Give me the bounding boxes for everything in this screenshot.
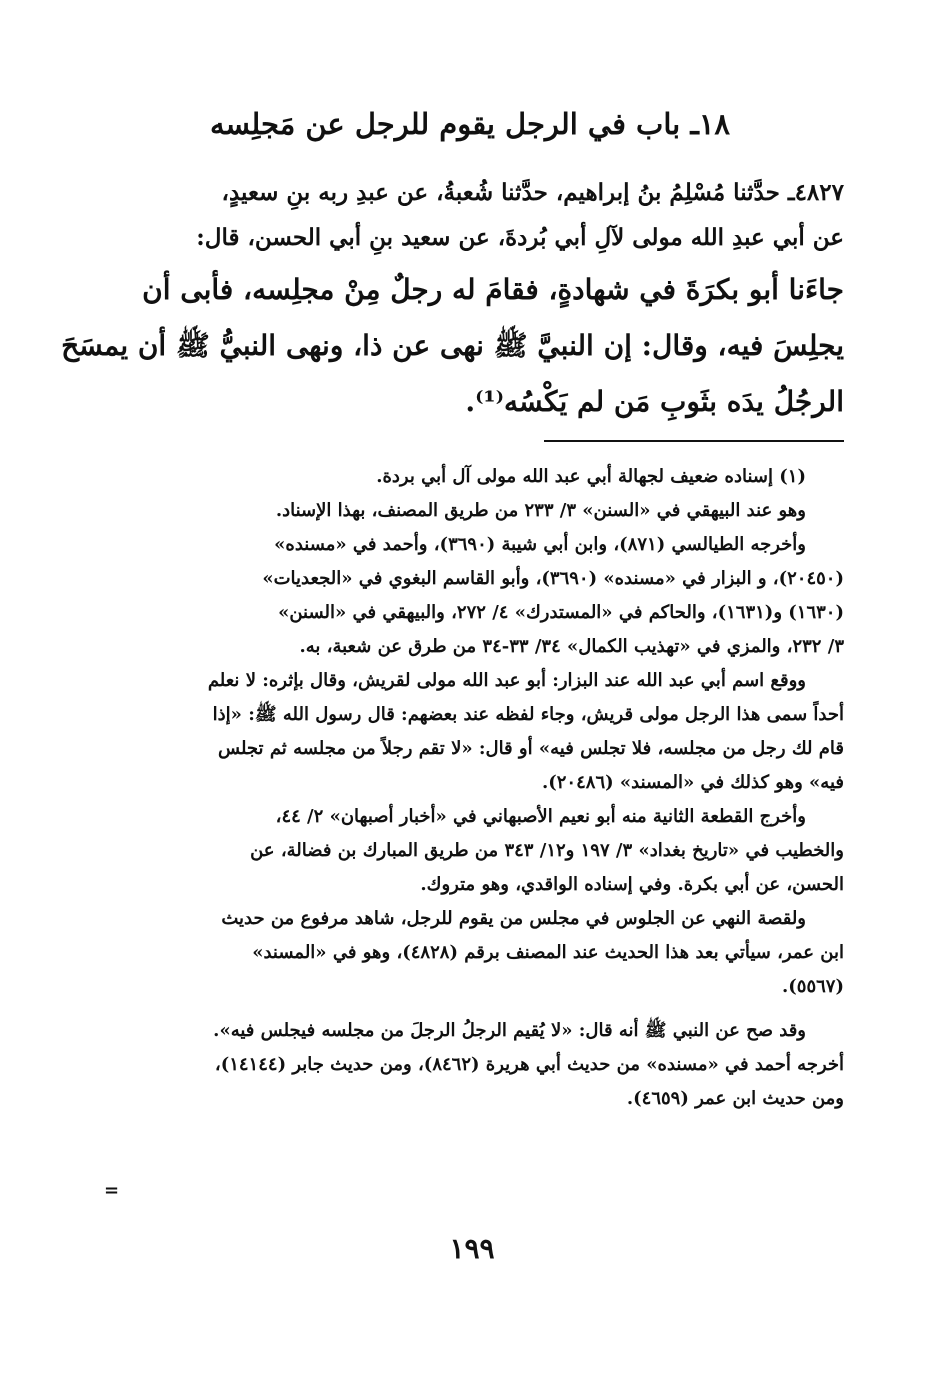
isnad-line: ٤٨٢٧ـ حدَّثنا مُسْلِمُ بنُ إبراهيم، حدَّثنا شُعبةُ، عن عبدِ ربه بنِ سعيدٍ، — [221, 179, 844, 206]
page-number: ١٩٩ — [449, 1232, 495, 1265]
footnote-line: الحسن، عن أبي بكرة. وفي إسناده الواقدي، وهو متروك. — [420, 874, 844, 895]
footnote-line: ابن عمر، سيأتي بعد هذا الحديث عند المصنف برقم (٤٨٢٨)، وهو في «المسند» — [252, 942, 844, 963]
chapter-heading: ١٨ـ باب في الرجل يقوم للرجل عن مَجلِسه — [209, 107, 730, 141]
footnote-line: ولقصة النهي عن الجلوس في مجلس من يقوم للرجل، شاهد مرفوع من حديث — [221, 908, 806, 929]
footnote-line: (٥٥٦٧). — [782, 976, 844, 997]
continuation-mark: = — [104, 1180, 120, 1201]
footnote-line: فيه» وهو كذلك في «المسند» (٢٠٤٨٦). — [541, 772, 844, 793]
hadith-isnad — [100, 170, 844, 260]
hadith-matn — [61, 262, 844, 430]
footnote-line: أخرجه أحمد في «مسنده» من حديث أبي هريرة (٨٤٦٢)، ومن حديث جابر (١٤١٤٤)، — [214, 1054, 844, 1075]
footnote-line: وأخرجه الطيالسي (٨٧١)، وابن أبي شيبة (٣٦٩٠)، وأحمد في «مسنده» — [274, 534, 806, 555]
isnad-line: عن أبي عبدِ الله مولى لآلِ أبي بُردةَ، عن سعيد بنِ أبي الحسن، قال: — [196, 224, 844, 251]
matn-line: الرجُلُ يدَه بثَوبِ مَن لم يَكْسُه⁽¹⁾. — [465, 385, 844, 418]
footnotes — [100, 460, 844, 1116]
footnote-line: قام لك رجل من مجلسه، فلا تجلس فيه» أو قال: «لا تقم رجلاً من مجلسه ثم تجلس — [218, 738, 844, 759]
footnote-separator — [544, 440, 844, 442]
footnote-line: (١) إسناده ضعيف لجهالة أبي عبد الله مولى آل أبي بردة. — [376, 466, 806, 487]
footnote-line: ومن حديث ابن عمر (٤٦٥٩). — [626, 1088, 844, 1109]
footnote-line: وهو عند البيهقي في «السنن» ٣/ ٢٣٣ من طريق المصنف، بهذا الإسناد. — [275, 500, 806, 521]
matn-line: يجلِسَ فيه، وقال: إن النبيَّ ﷺ نهى عن ذا، ونهى النبيُّ ﷺ أن يمسَحَ — [61, 329, 844, 362]
footnote-line: (١٦٣٠) و(١٦٣١)، والحاكم في «المستدرك» ٤/ ٢٧٢، والبيهقي في «السنن» — [278, 602, 844, 623]
footnote-line: والخطيب في «تاريخ بغداد» ٣/ ١٩٧ و١٢/ ٣٤٣ من طريق المبارك بن فضالة، عن — [250, 840, 844, 861]
footnote-line: ووقع اسم أبي عبد الله عند البزار: أبو عبد الله مولى لقريش، وقال بإثره: لا نعلم — [207, 670, 806, 691]
footnote-line: وقد صح عن النبي ﷺ أنه قال: «لا يُقيم الرجلُ الرجلَ من مجلسه فيجلس فيه». — [213, 1020, 806, 1041]
footnote-line: ٣/ ٢٣٢، والمزي في «تهذيب الكمال» ٣٤/ ٣٣-٣٤ من طرق عن شعبة، به. — [299, 636, 844, 657]
footnote-line: (٢٠٤٥٠)، و البزار في «مسنده» (٣٦٩٠)، وأبو القاسم البغوي في «الجعديات» — [262, 568, 844, 589]
matn-line: جاءَنا أبو بكرَةَ في شهادةٍ، فقامَ له رجلٌ مِنْ مجلِسه، فأبى أن — [142, 273, 844, 306]
footnote-line: أحداً سمى هذا الرجل مولى قريش، وجاء لفظه عند بعضهم: قال رسول الله ﷺ: «إذا — [212, 704, 844, 725]
footnote-line: وأخرج القطعة الثانية منه أبو نعيم الأصبهاني في «أخبار أصبهان» ٢/ ٤٤، — [275, 806, 806, 827]
